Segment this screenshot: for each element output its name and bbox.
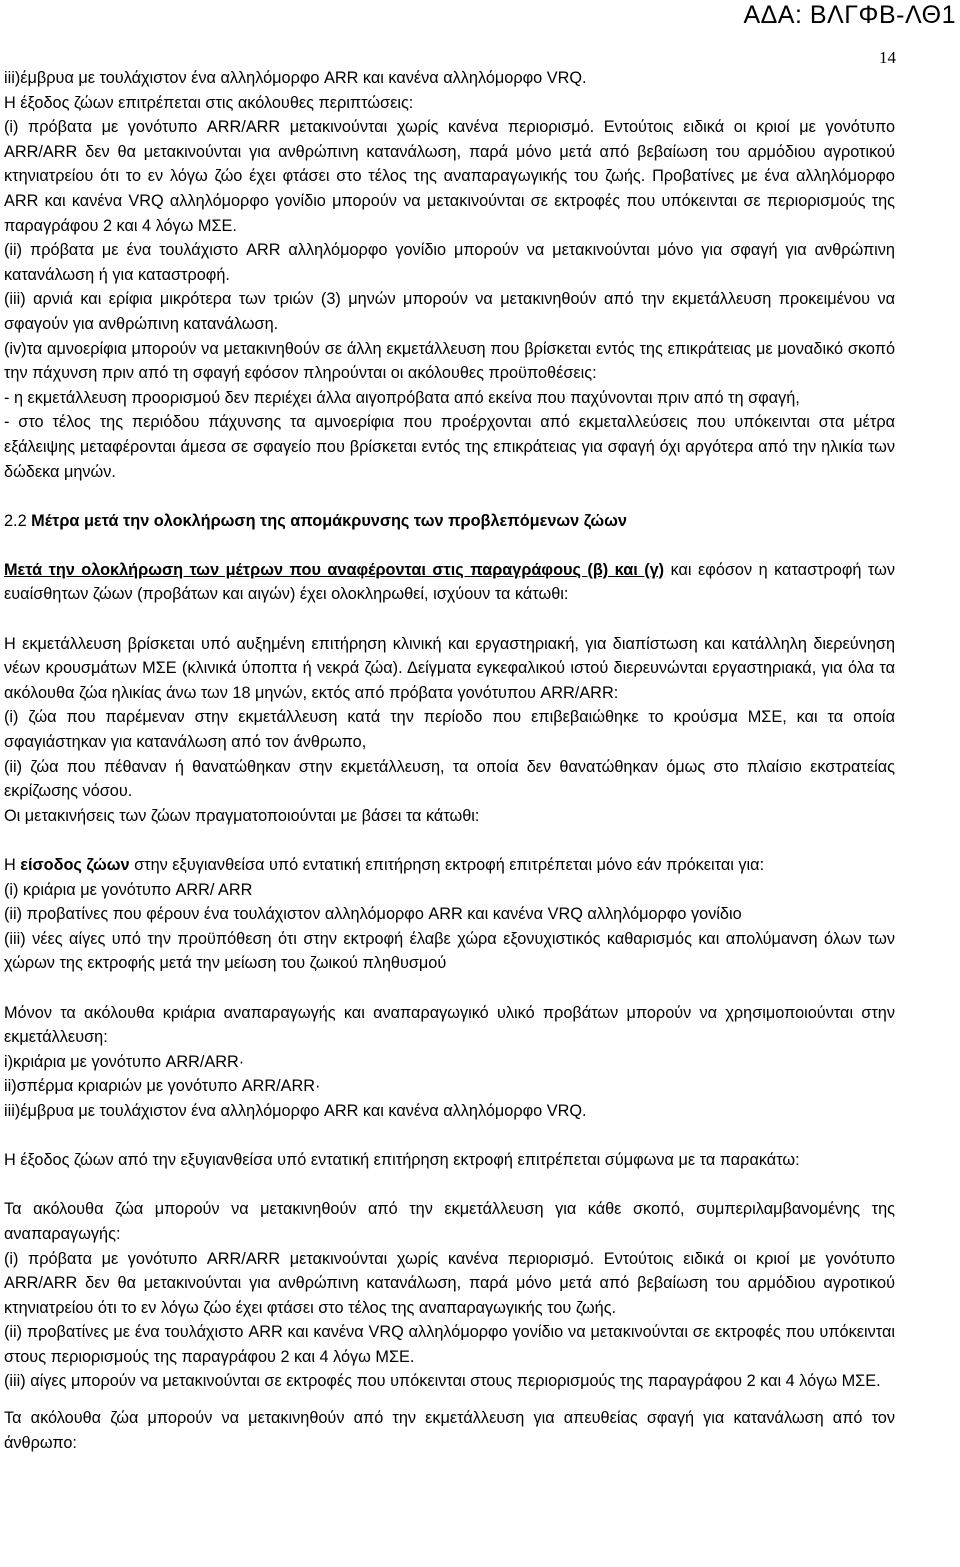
paragraph: (iv)τα αμνοερίφια μπορούν να μετακινηθούν σε άλλη εκμετάλλευση που βρίσκεται εντός της επικράτειας με μοναδικό σκοπό την πάχυνση πριν από τη σφαγή εφόσον πληρούνται οι ακόλουθες προϋποθέσεις:	[4, 339, 895, 383]
underlined-text: Μετά την ολοκλήρωση των μέτρων που αναφέρονται στις παραγράφους (β) και (γ)	[4, 560, 665, 579]
paragraph: (ii) πρόβατα με ένα τουλάχιστο ARR αλληλόμορφο γονίδιο μπορούν να μετακινούνται μόνο για σφαγή για ανθρώπινη κατανάλωση ή για καταστροφή.	[4, 241, 895, 284]
document-body	[4, 66, 895, 1455]
section-title: Μέτρα μετά την ολοκλήρωση της απομάκρυνσης των προβλεπόμενων ζώων	[31, 511, 627, 530]
paragraph: i)κριάρια με γονότυπο ARR/ARR·	[4, 1052, 245, 1071]
paragraph: - η εκμετάλλευση προορισμού δεν περιέχει άλλα αιγοπρόβατα από εκείνα που παχύνονται πριν από τη σφαγή,	[4, 388, 800, 407]
paragraph: Τα ακόλουθα ζώα μπορούν να μετακινηθούν από την εκμετάλλευση για κάθε σκοπό, συμπεριλαμβανομένης της αναπαραγωγής:	[4, 1200, 895, 1243]
paragraph: (iii) αρνιά και ερίφια μικρότερα των τριών (3) μηνών μπορούν να μετακινηθούν από την εκμετάλλευση προκειμένου να σφαγούν για ανθρώπινη κατανάλωση.	[4, 290, 895, 333]
section-number: 2.2	[4, 511, 27, 530]
paragraph: (ii) ζώα που πέθαναν ή θανατώθηκαν στην εκμετάλλευση, τα οποία δεν θανατώθηκαν όμως στο πλαίσιο εκστρατείας εκρίζωσης νόσου.	[4, 757, 895, 801]
paragraph: Η είσοδος ζώων στην εξυγιανθείσα υπό εντατική επιτήρηση εκτροφή επιτρέπεται μόνο εάν πρόκειται για:	[4, 856, 765, 874]
paragraph: Η εκμετάλλευση βρίσκεται υπό αυξημένη επιτήρηση κλινική και εργαστηριακή, για διαπίστωση και κατάλληλη διερεύνηση νέων κρουσμάτων ΜΣΕ (κλινικά ύποπτα ή νεκρά ζώα). Δείγματα εγκεφαλικού ιστού διερευνώνται εργαστηριακά, για όλα τα ακόλουθα ζώα ηλικίας άνω των 18 μηνών, εκτός από πρόβατα γονότυπου ARR/ARR:	[4, 634, 895, 702]
paragraph: Μόνον τα ακόλουθα κριάρια αναπαραγωγής και αναπαραγωγικό υλικό προβάτων μπορούν να χρησιμοποιούνται στην εκμετάλλευση:	[4, 1003, 895, 1047]
paragraph: (i) ζώα που παρέμεναν στην εκμετάλλευση κατά την περίοδο που επιβεβαιώθηκε το κρούσμα ΜΣΕ, και τα οποία σφαγιάστηκαν για κατανάλωση από τον άνθρωπο,	[4, 708, 895, 752]
paragraph: iii)έμβρυα με τουλάχιστον ένα αλληλόμορφο ARR και κανένα αλληλόμορφο VRQ.	[4, 1101, 587, 1120]
paragraph: (ii) προβατίνες με ένα τουλάχιστο ARR και κανένα VRQ αλληλόμορφο γονίδιο να μετακινούνται σε εκτροφές που υπόκεινται στους περιορισμούς της παραγράφου 2 και 4 λόγω ΜΣΕ.	[4, 1323, 895, 1366]
paragraph: Μετά την ολοκλήρωση των μέτρων που αναφέρονται στις παραγράφους (β) και (γ) και εφόσον η καταστροφή των ευαίσθητων ζώων (προβάτων και αιγών) έχει ολοκληρωθεί, ισχύουν τα κάτωθι:	[4, 560, 895, 604]
paragraph: Οι μετακινήσεις των ζώων πραγματοποιούνται με βάσει τα κάτωθι:	[4, 806, 480, 825]
ada-code: ΑΔΑ: ΒΛΓΦΒ-ΛΘ1	[743, 1, 956, 29]
paragraph: (i) πρόβατα με γονότυπο ARR/ARR μετακινούνται χωρίς κανένα περιορισμό. Εντούτοις ειδικά οι κριοί με γονότυπο ARR/ARR δεν θα μετακινούνται για ανθρώπινη κατανάλωση, παρά μόνο μετά από βεβαίωση του αρμόδιου αγροτικού κτηνιατρείου ότι το εν λόγω ζώο έχει φτάσει στο τέλος της αναπαραγωγικής του ζωής.	[4, 1249, 895, 1317]
section-heading	[4, 509, 895, 534]
paragraph: (ii) προβατίνες που φέρουν ένα τουλάχιστον αλληλόμορφο ARR και κανένα VRQ αλληλόμορφο γονίδιο	[4, 905, 742, 924]
paragraph: ii)σπέρμα κριαριών με γονότυπο ARR/ARR·	[4, 1077, 321, 1096]
paragraph: - στο τέλος της περιόδου πάχυνσης τα αμνοερίφια που προέρχονται από εκμεταλλεύσεις που υπόκεινται στα μέτρα εξάλειψης μεταφέρονται άμεσα σε σφαγείο που βρίσκεται εντός της επικράτειας για σφαγή όχι αργότερα από την ηλικία των δώδεκα μηνών.	[4, 413, 895, 481]
bold-text: είσοδος ζώων	[20, 856, 130, 874]
paragraph: Η έξοδος ζώων από την εξυγιανθείσα υπό εντατική επιτήρηση εκτροφή επιτρέπεται σύμφωνα με τα παρακάτω:	[4, 1151, 800, 1170]
paragraph: (iii) νέες αίγες υπό την προϋπόθεση ότι στην εκτροφή έλαβε χώρα εξονυχιστικός καθαρισμός και απολύμανση όλων των χώρων της εκτροφής μετά την μείωση του ζωικού πληθυσμού	[4, 929, 895, 973]
paragraph: Η έξοδος ζώων επιτρέπεται στις ακόλουθες περιπτώσεις:	[4, 93, 414, 112]
paragraph: (i) πρόβατα με γονότυπο ARR/ARR μετακινούνται χωρίς κανένα περιορισμό. Εντούτοις ειδικά οι κριοί με γονότυπο ARR/ARR δεν θα μετακινούνται για ανθρώπινη κατανάλωση, παρά μόνο μετά από βεβαίωση του αρμόδιου αγροτικού κτηνιατρείου ότι το εν λόγω ζώο έχει φτάσει στο τέλος της αναπαραγωγικής του ζωής. Προβατίνες με ένα αλληλόμορφο ARR και κανένα VRQ αλληλόμορφο γονίδιο μπορούν να μετακινούνται σε εκτροφές που υπόκεινται σε περιορισμούς της παραγράφου 2 και 4 λόγω ΜΣΕ.	[4, 118, 895, 235]
page-number: 14	[879, 48, 896, 67]
paragraph: (i) κριάρια με γονότυπο ARR/ ARR	[4, 880, 253, 899]
paragraph: (iii) αίγες μπορούν να μετακινούνται σε εκτροφές που υπόκεινται στους περιορισμούς της παραγράφου 2 και 4 λόγω ΜΣΕ.	[4, 1372, 881, 1391]
paragraph: Τα ακόλουθα ζώα μπορούν να μετακινηθούν από την εκμετάλλευση για απευθείας σφαγή για κατανάλωση από τον άνθρωπο:	[4, 1409, 895, 1452]
paragraph: iii)έμβρυα με τουλάχιστον ένα αλληλόμορφο ARR και κανένα αλληλόμορφο VRQ.	[4, 69, 587, 87]
